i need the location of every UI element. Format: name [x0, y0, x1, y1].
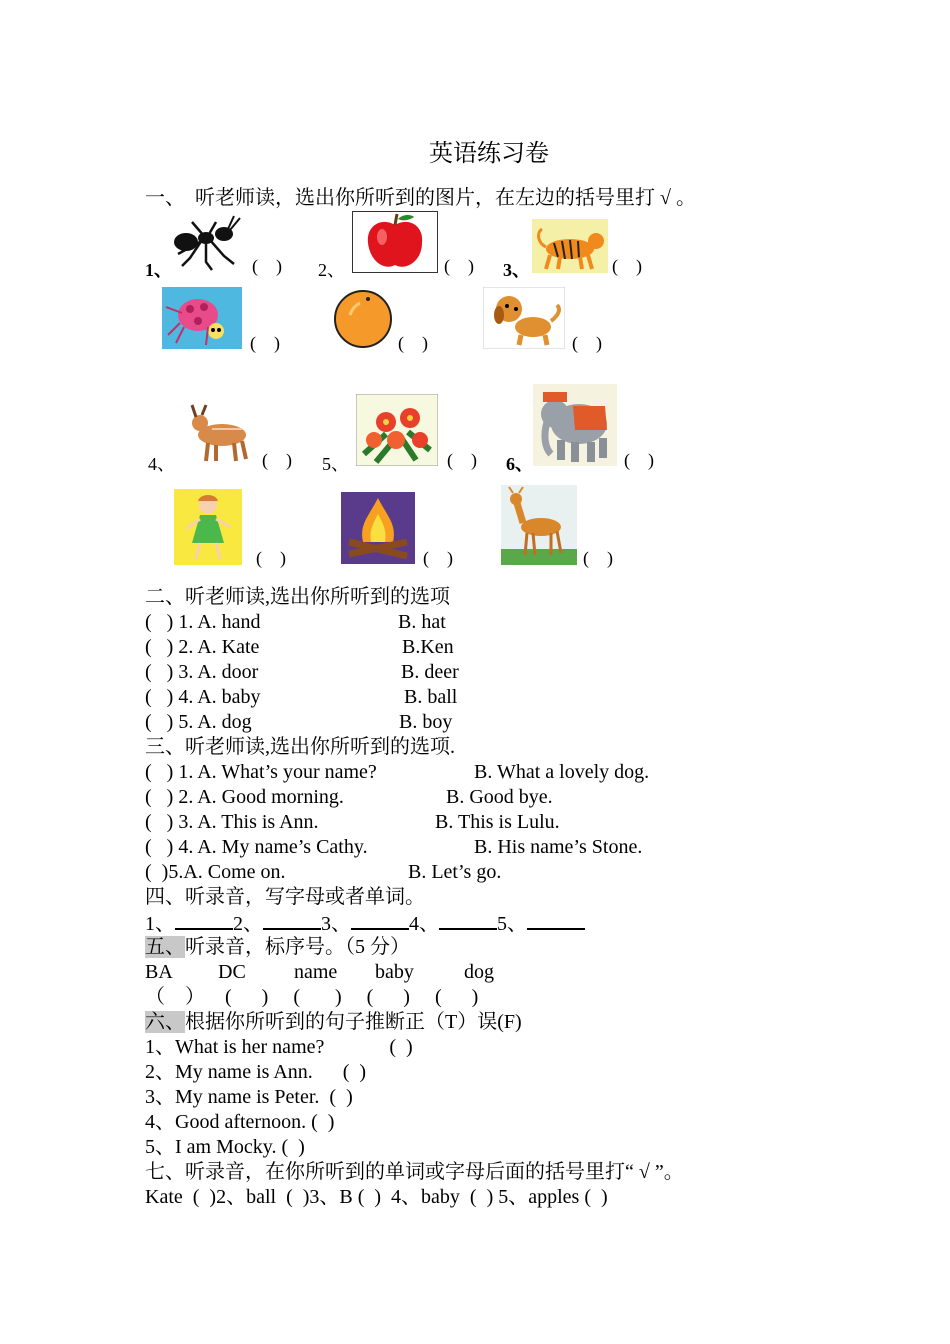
option-2-1-b: B. hat: [398, 611, 446, 633]
item-number-3: 3、: [503, 260, 530, 280]
answer-blank-1[interactable]: [175, 910, 233, 930]
item-number-6: 6、: [506, 454, 533, 474]
tf-item-4[interactable]: 4、Good afternoon. ( ): [145, 1111, 335, 1133]
blank-label-3: 3、: [321, 913, 351, 935]
question-2-5[interactable]: ( ) 5. A. dog: [145, 711, 252, 733]
tiger-picture: [532, 219, 608, 273]
item-number-2: 2、: [318, 260, 345, 280]
item-number-1: 1、: [145, 260, 172, 280]
order-parens[interactable]: （ ） ( ) ( ) ( ) ( ): [145, 986, 479, 1008]
section3-heading: 三、听老师读,选出你所听到的选项.: [145, 736, 455, 758]
girl-picture: [174, 489, 242, 565]
answer-blank-5[interactable]: [527, 910, 585, 930]
flowers-picture: [356, 394, 438, 466]
blanks-row: [145, 910, 585, 937]
section7-heading: 七、听录音，在你所听到的单词或字母后面的括号里打“ √ ”。: [145, 1161, 684, 1183]
elephant-picture: [533, 384, 617, 466]
answer-paren[interactable]: ( ): [447, 450, 477, 470]
option-2-3-b: B. deer: [401, 661, 459, 683]
section6-number: 六、: [145, 1011, 185, 1033]
question-3-1[interactable]: ( ) 1. A. What’s your name?: [145, 761, 377, 783]
goat-picture: [182, 401, 256, 465]
word-dog: dog: [464, 961, 494, 983]
answer-paren[interactable]: ( ): [256, 548, 286, 568]
section7-line[interactable]: Kate ( )2、ball ( )3、B ( ) 4、baby ( ) 5、apples ( ): [145, 1186, 608, 1208]
option-3-2-b: B. Good bye.: [446, 786, 553, 808]
option-3-4-b: B. His name’s Stone.: [474, 836, 643, 858]
answer-paren[interactable]: ( ): [612, 256, 642, 276]
section6-heading: [145, 1010, 522, 1035]
word-ba: BA: [145, 961, 173, 983]
question-3-4[interactable]: ( ) 4. A. My name’s Cathy.: [145, 836, 368, 858]
option-3-5-b: B. Let’s go.: [408, 861, 502, 883]
question-2-4[interactable]: ( ) 4. A. baby: [145, 686, 261, 708]
item-number-5: 5、: [322, 454, 349, 474]
page-title: 英语练习卷: [429, 141, 549, 167]
tf-item-1[interactable]: 1、What is her name? ( ): [145, 1036, 413, 1058]
word-dc: DC: [218, 961, 246, 983]
answer-paren[interactable]: ( ): [583, 548, 613, 568]
answer-paren[interactable]: ( ): [250, 333, 280, 353]
blank-label-5: 5、: [497, 913, 527, 935]
option-2-4-b: B. ball: [404, 686, 458, 708]
answer-blank-2[interactable]: [263, 910, 321, 930]
blank-label-1: 1、: [145, 913, 175, 935]
section5-heading: [145, 935, 410, 960]
section4-heading: 四、听录音，写字母或者单词。: [145, 886, 425, 908]
answer-blank-4[interactable]: [439, 910, 497, 930]
question-3-5[interactable]: ( )5.A. Come on.: [145, 861, 286, 883]
tf-item-3[interactable]: 3、My name is Peter. ( ): [145, 1086, 353, 1108]
fire-picture: [341, 492, 415, 564]
answer-paren[interactable]: ( ): [572, 333, 602, 353]
option-2-5-b: B. boy: [399, 711, 453, 733]
answer-paren[interactable]: ( ): [398, 333, 428, 353]
question-3-3[interactable]: ( ) 3. A. This is Ann.: [145, 811, 319, 833]
dog-picture: [483, 287, 565, 349]
question-2-1[interactable]: ( ) 1. A. hand: [145, 611, 261, 633]
section5-number: 五、: [145, 936, 185, 958]
blank-label-4: 4、: [409, 913, 439, 935]
question-2-3[interactable]: ( ) 3. A. door: [145, 661, 259, 683]
item-number-4: 4、: [148, 454, 175, 474]
tf-item-2[interactable]: 2、My name is Ann. ( ): [145, 1061, 367, 1083]
section5-heading-text: 听录音，标序号。（5 分）: [185, 936, 410, 958]
word-baby: baby: [375, 961, 414, 983]
ladybug-picture: [162, 287, 242, 349]
option-3-1-b: B. What a lovely dog.: [474, 761, 650, 783]
blank-label-2: 2、: [233, 913, 263, 935]
ant-picture: [168, 212, 248, 272]
word-name: name: [294, 961, 338, 983]
answer-blank-3[interactable]: [351, 910, 409, 930]
deer-picture: [501, 485, 577, 565]
answer-paren[interactable]: ( ): [423, 548, 453, 568]
answer-paren[interactable]: ( ): [444, 256, 474, 276]
option-3-3-b: B. This is Lulu.: [435, 811, 560, 833]
apple-picture: [352, 211, 438, 273]
section1-heading: 一、 听老师读，选出你所听到的图片，在左边的括号里打 √ 。: [145, 187, 696, 209]
tf-item-5[interactable]: 5、I am Mocky. ( ): [145, 1136, 305, 1158]
question-3-2[interactable]: ( ) 2. A. Good morning.: [145, 786, 344, 808]
option-2-2-b: B.Ken: [402, 636, 454, 658]
answer-paren[interactable]: ( ): [252, 256, 282, 276]
answer-paren[interactable]: ( ): [262, 450, 292, 470]
answer-paren[interactable]: ( ): [624, 450, 654, 470]
section2-heading: 二、听老师读,选出你所听到的选项: [145, 586, 450, 608]
section6-heading-text: 根据你所听到的句子推断正（T）误(F): [185, 1011, 522, 1033]
orange-picture: [332, 287, 394, 351]
question-2-2[interactable]: ( ) 2. A. Kate: [145, 636, 260, 658]
